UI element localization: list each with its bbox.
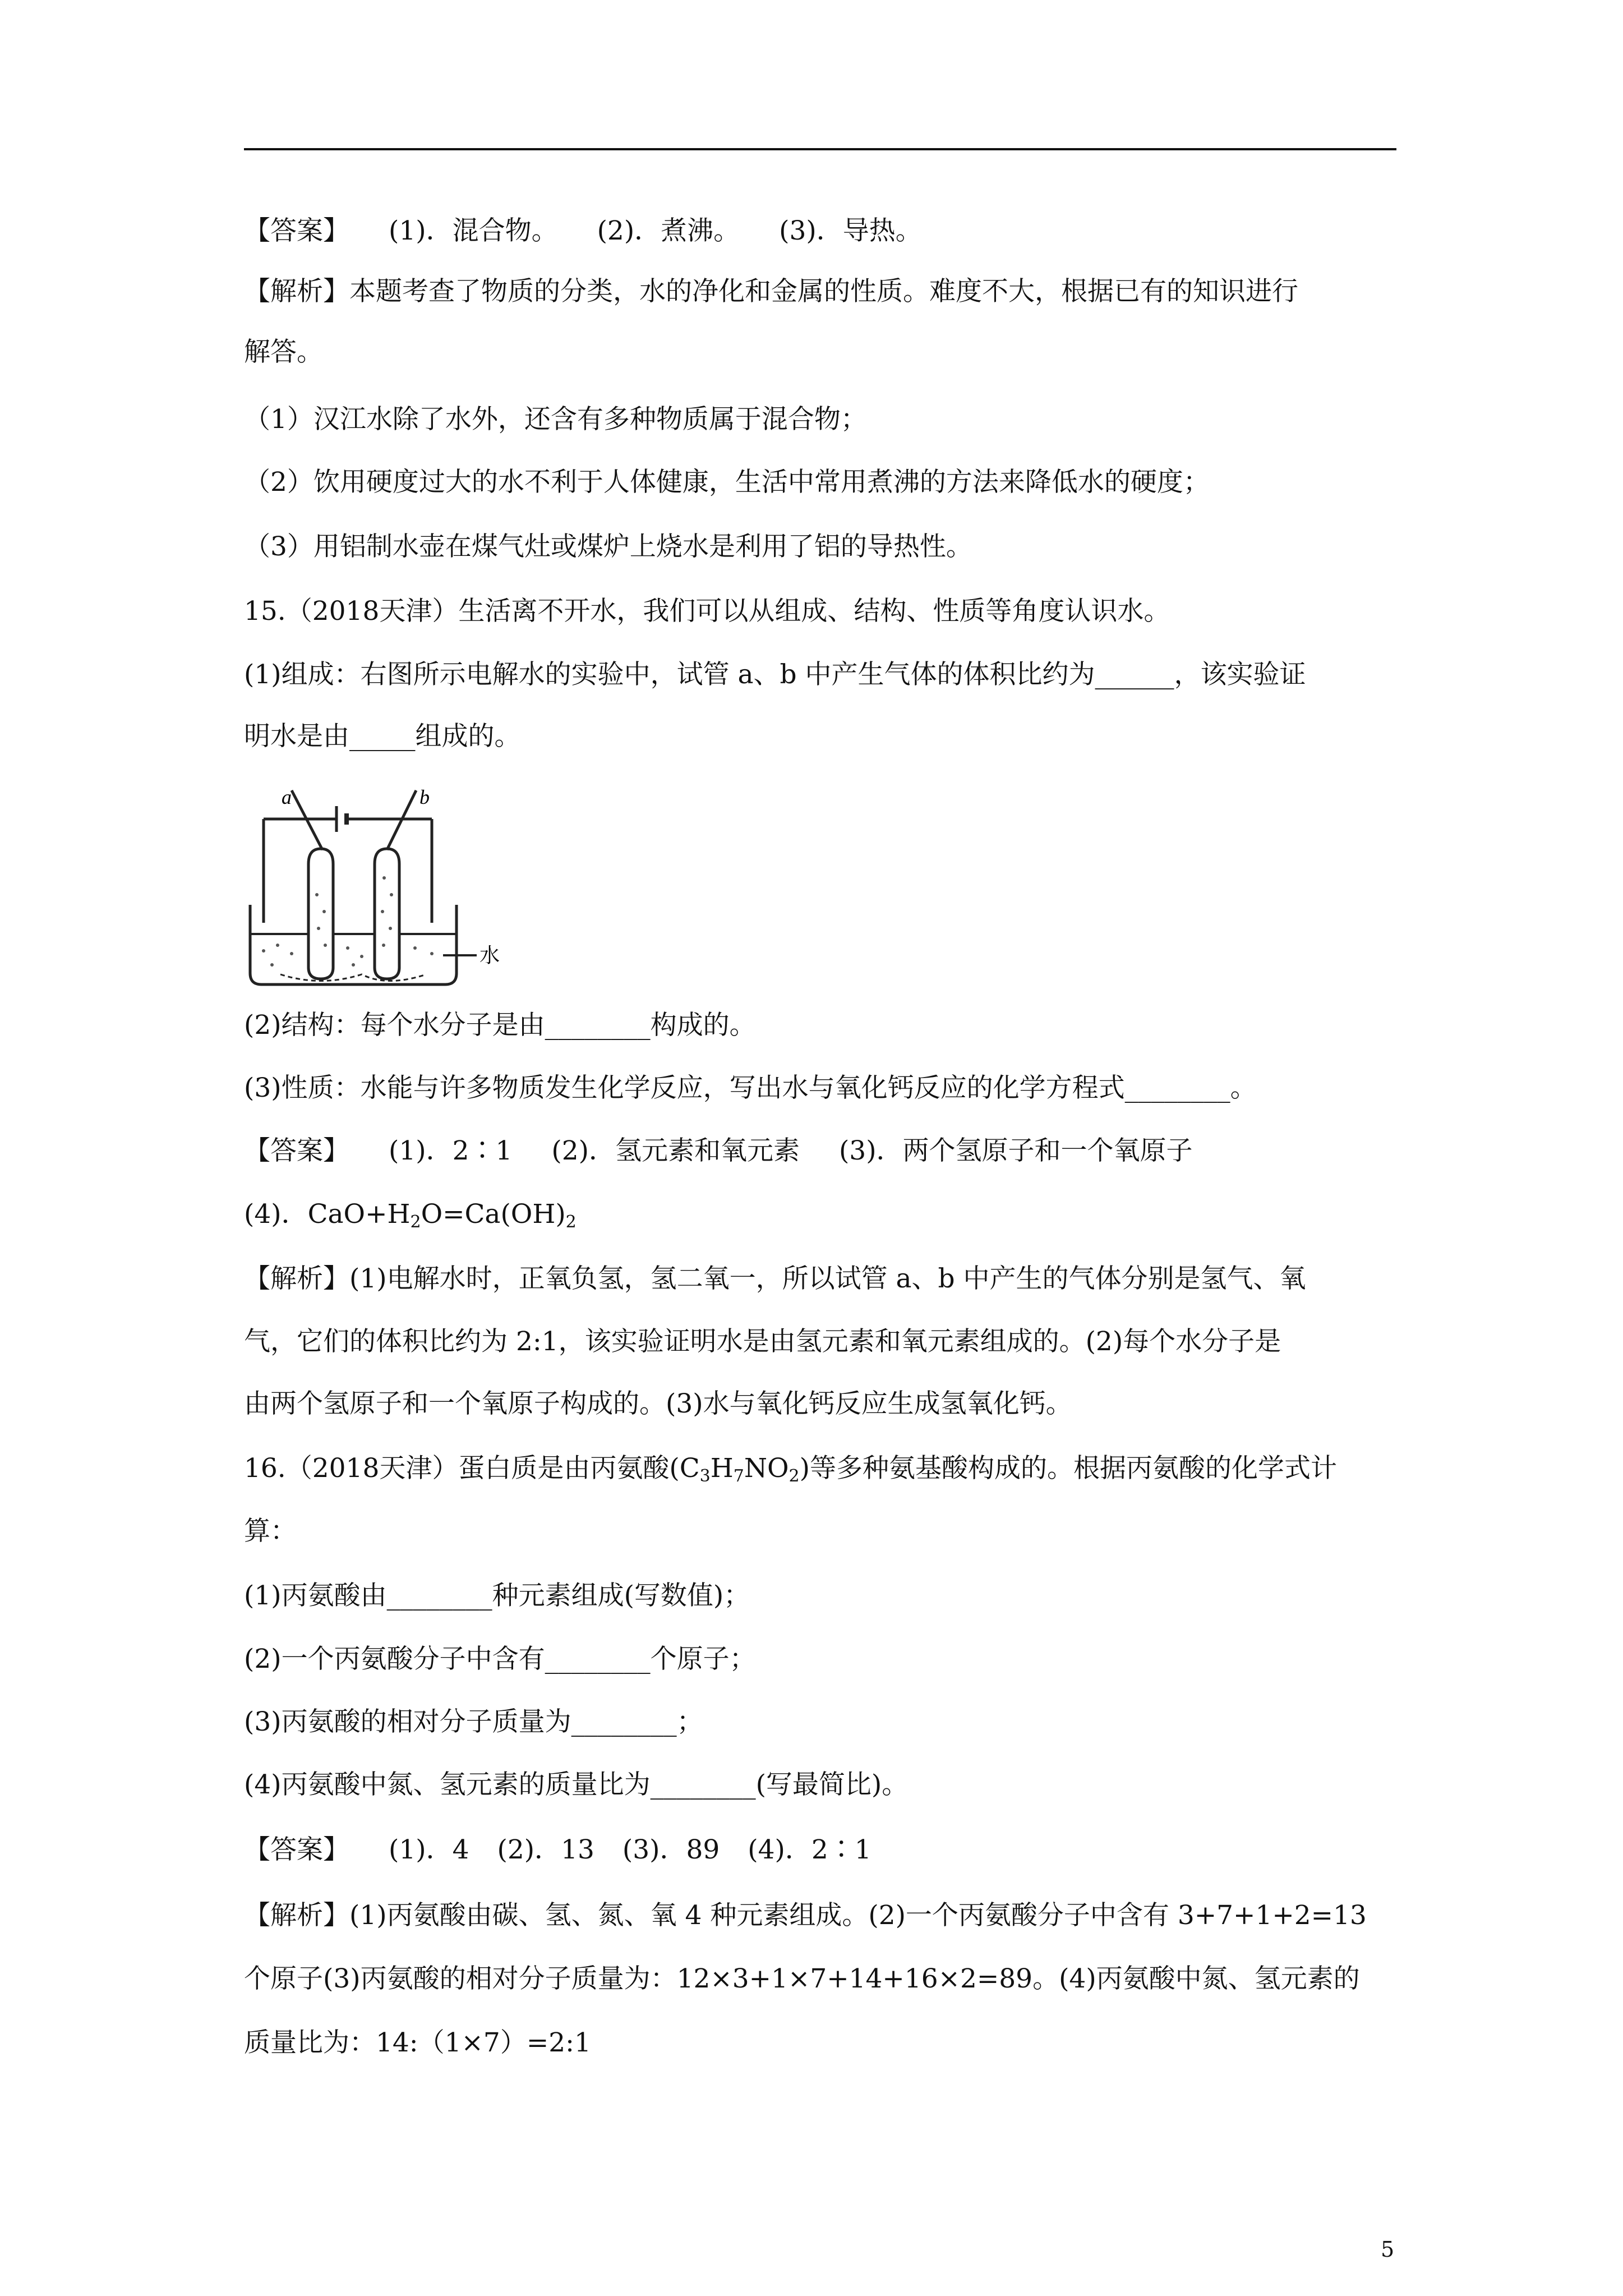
analysis-text: (1)丙氨酸由碳、氢、氮、氧 4 种元素组成。(2)一个丙氨酸分子中含有 3+7+1+2=13 (349, 1900, 1367, 1931)
analysis-line (244, 275, 1298, 309)
answer-item: (3)．89 (622, 1834, 720, 1865)
answer-tag: 【答案】 (244, 1135, 349, 1166)
test-tube-a (308, 849, 333, 979)
electrolysis-diagram (247, 783, 527, 991)
analysis-line: 解答。 (244, 337, 323, 367)
question-text: 算： (244, 1516, 297, 1547)
analysis-text: 本题考查了物质的分类，水的净化和金属的性质。难度不大，根据已有的知识进行 (349, 276, 1298, 307)
analysis-tag: 【解析】 (244, 1900, 349, 1931)
analysis-tag: 【解析】 (244, 1263, 349, 1294)
question-part: (1)丙氨酸由________种元素组成(写数值)； (244, 1580, 750, 1611)
subscript: 2 (410, 1212, 421, 1232)
answer-item: (2)．煮沸。 (597, 215, 740, 246)
water-basin (250, 905, 457, 984)
answer-item: O=Ca(OH) (421, 1199, 566, 1230)
question-part: (4)丙氨酸中氮、氢元素的质量比为________(写最简比)。 (244, 1769, 909, 1800)
question-part: (2)结构：每个水分子是由________构成的。 (244, 1010, 756, 1041)
analysis-tag: 【解析】 (244, 276, 349, 307)
question-text: 16.（2018天津）蛋白质是由丙氨酸(C (244, 1453, 700, 1484)
answer-line-2b (244, 1198, 577, 1231)
answer-item: (1)．混合物。 (389, 215, 558, 246)
test-tube-b (375, 849, 399, 979)
question-part: (3)性质：水能与许多物质发生化学反应，写出水与氧化钙反应的化学方程式________。 (244, 1073, 1257, 1103)
answer-tag: 【答案】 (244, 215, 349, 246)
analysis-line: 气，它们的体积比约为 2:1，该实验证明水是由氢元素和氧元素组成的。(2)每个水分子是 (244, 1326, 1281, 1357)
question-part: (2)一个丙氨酸分子中含有________个原子； (244, 1644, 756, 1674)
question-part: 明水是由_____组成的。 (244, 721, 521, 752)
subscript: 3 (699, 1466, 711, 1486)
analysis-line (244, 1262, 1306, 1296)
answer-line-1 (244, 214, 922, 248)
label-water: 水 (479, 944, 500, 967)
answer-line-3 (244, 1833, 872, 1867)
question-title (244, 1452, 1337, 1485)
answer-item: (3)．两个氢原子和一个氧原子 (838, 1135, 1193, 1166)
analysis-line: （2）饮用硬度过大的水不利于人体健康，生活中常用煮沸的方法来降低水的硬度； (244, 467, 1210, 498)
answer-tag: 【答案】 (244, 1834, 349, 1865)
question-text: )等多种氨基酸构成的。根据丙氨酸的化学式计 (799, 1453, 1337, 1484)
label-a: a (282, 786, 292, 808)
analysis-line: 质量比为：14:（1×7）=2:1 (244, 2027, 591, 2058)
page-number: 5 (1381, 2237, 1395, 2262)
answer-item: (4)．2∶1 (748, 1834, 872, 1865)
subscript: 2 (789, 1466, 800, 1486)
analysis-text: (1)电解水时，正氧负氢，氢二氧一，所以试管 a、b 中产生的气体分别是氢气、氧 (349, 1263, 1306, 1294)
question-title: 15.（2018天津）生活离不开水，我们可以从组成、结构、性质等角度认识水。 (244, 596, 1170, 627)
analysis-line: 由两个氢原子和一个氧原子构成的。(3)水与氧化钙反应生成氢氧化钙。 (244, 1388, 1072, 1419)
label-b: b (419, 786, 430, 808)
question-text: H (710, 1453, 734, 1484)
answer-item: (3)．导热。 (779, 215, 922, 246)
question-part: (1)组成：右图所示电解水的实验中，试管 a、b 中产生气体的体积比约为______，该实验证 (244, 659, 1306, 690)
subscript: 7 (733, 1466, 744, 1486)
analysis-line: 个原子(3)丙氨酸的相对分子质量为：12×3+1×7+14+16×2=89。(4)丙氨酸中氮、氢元素的 (244, 1963, 1360, 1994)
header-rule (244, 148, 1396, 150)
answer-item: (4)．CaO+H (244, 1199, 411, 1230)
analysis-line: （3）用铝制水壶在煤气灶或煤炉上烧水是利用了铝的导热性。 (244, 531, 972, 562)
question-part: (3)丙氨酸的相对分子质量为________； (244, 1706, 703, 1737)
question-text: NO (744, 1453, 789, 1484)
answer-line-2 (244, 1134, 1193, 1168)
answer-item: (2)．13 (497, 1834, 594, 1865)
answer-item: (2)．氢元素和氧元素 (551, 1135, 800, 1166)
analysis-line: （1）汉江水除了水外，还含有多种物质属于混合物； (244, 404, 867, 435)
subscript: 2 (565, 1212, 577, 1232)
answer-item: (1)．2∶1 (389, 1135, 513, 1166)
answer-item: (1)．4 (389, 1834, 469, 1865)
analysis-line (244, 1899, 1367, 1932)
